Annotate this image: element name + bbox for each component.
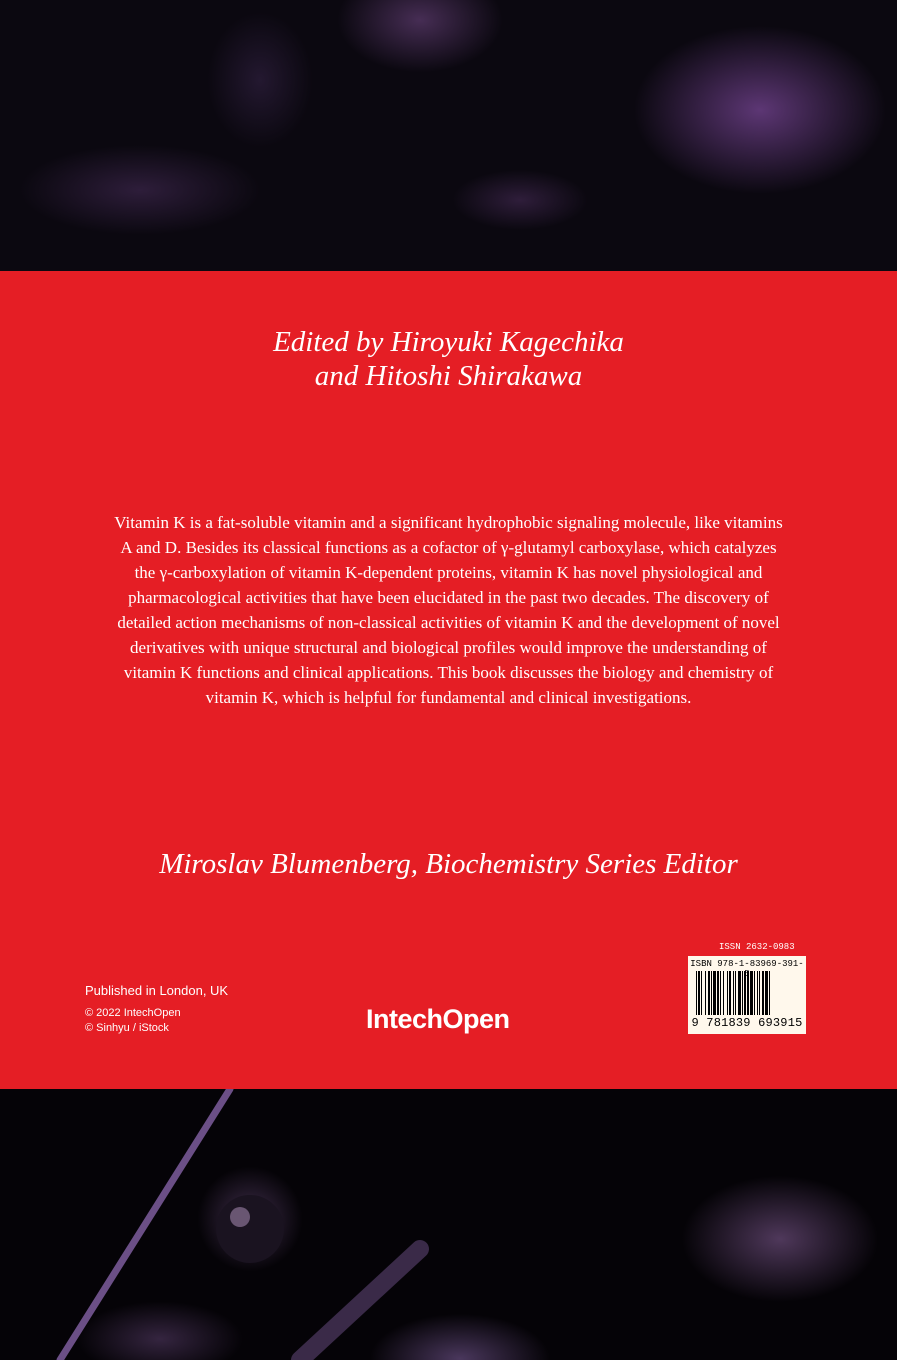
barcode-bars — [696, 971, 798, 1015]
series-editor-credit: Miroslav Blumenberg, Biochemistry Series Editor — [159, 848, 738, 880]
editors-line-1: Edited by Hiroyuki Kagechika — [273, 326, 624, 358]
publication-place: Published in London, UK — [85, 983, 229, 998]
molecule-illustration — [0, 1089, 897, 1360]
book-abstract: Vitamin K is a fat-soluble vitamin and a significant hydrophobic signaling molecule, like vitamins A and D. Besides its classical functions as a cofactor of γ-glutamyl carboxylase, which catalyzes the γ-carboxylation of vitamin K-dependent proteins, vitamin K has novel physiological and pharmacological activities that have been elucidated in the past two decades. The discovery of detailed action mechanisms of non-classical activities of vitamin K and the development of novel derivatives with unique structural and biological profiles would improve the understanding of vitamin K functions and clinical applications. This book discusses the biology and chemistry of vitamin K, which is helpful for fundamental and clinical investigations. — [114, 513, 783, 707]
cover-photo-bottom — [0, 1089, 897, 1360]
issn-label: ISSN 2632-0983 — [719, 942, 795, 952]
editors-line-2: and Hitoshi Shirakawa — [314, 360, 583, 392]
publisher-logo: IntechOpen — [366, 1004, 510, 1034]
editors-credit — [0, 325, 897, 393]
isbn-barcode — [688, 956, 806, 1034]
publisher-info — [85, 983, 228, 1036]
copyright-notice: © 2022 IntechOpen — [85, 1007, 181, 1019]
barcode-digits: 9 781839 693915 — [691, 1016, 803, 1030]
image-credit: © Sinhyu / iStock — [85, 1022, 169, 1034]
cover-photo-top — [0, 0, 897, 271]
isbn-label: ISBN 978-1-83969-391- — [690, 959, 804, 969]
